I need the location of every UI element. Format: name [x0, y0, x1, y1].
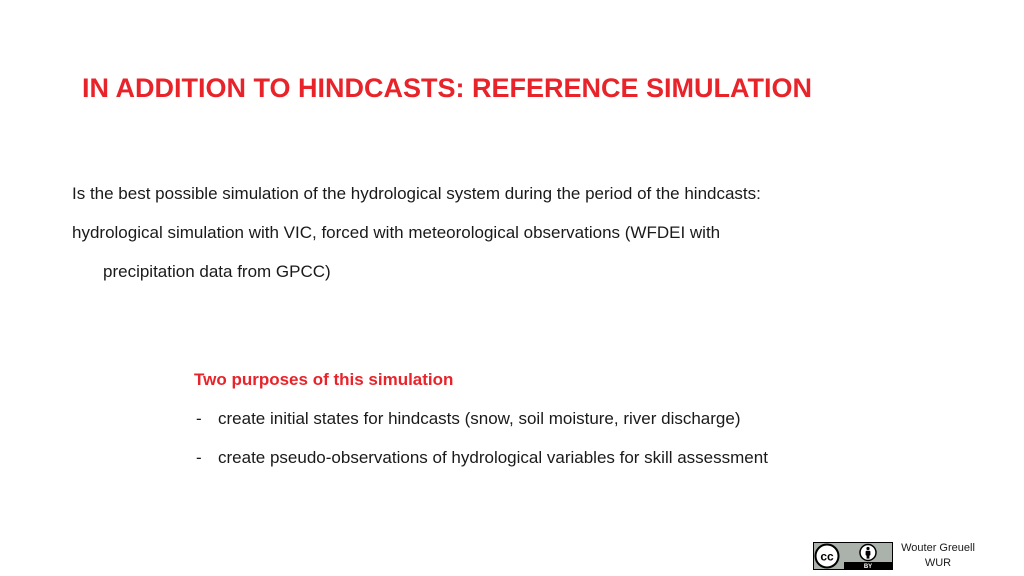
body-line: hydrological simulation with VIC, forced with meteorological observations (WFDEI with: [72, 223, 721, 242]
slide-title: IN ADDITION TO HINDCASTS: REFERENCE SIMULATION: [82, 73, 813, 103]
list-item-text: create initial states for hindcasts (snow, soil moisture, river discharge): [218, 409, 741, 428]
cc-by-license-badge: [813, 542, 893, 570]
person-attribution-icon: [860, 545, 876, 561]
author-info: [888, 541, 988, 571]
author-name: Wouter Greuell: [901, 542, 975, 554]
license-label: BY: [863, 564, 873, 569]
purposes-section: [194, 360, 954, 477]
purposes-heading: Two purposes of this simulation: [194, 370, 454, 389]
purpose-list: [194, 399, 954, 477]
dash-bullet: -: [196, 409, 202, 428]
body-text: [72, 174, 952, 291]
body-line: precipitation data from GPCC): [103, 262, 331, 281]
cc-text: cc: [820, 549, 834, 564]
creative-commons-icon: [816, 545, 839, 568]
list-item-text: create pseudo-observations of hydrological variables for skill assessment: [218, 448, 768, 467]
cc-by-badge-graphic: [814, 543, 892, 569]
dash-bullet: -: [196, 448, 202, 467]
body-line: Is the best possible simulation of the hydrological system during the period of the hindcasts:: [72, 184, 761, 203]
list-item: [194, 438, 954, 477]
author-affiliation: WUR: [924, 557, 952, 569]
list-item: [194, 399, 954, 438]
